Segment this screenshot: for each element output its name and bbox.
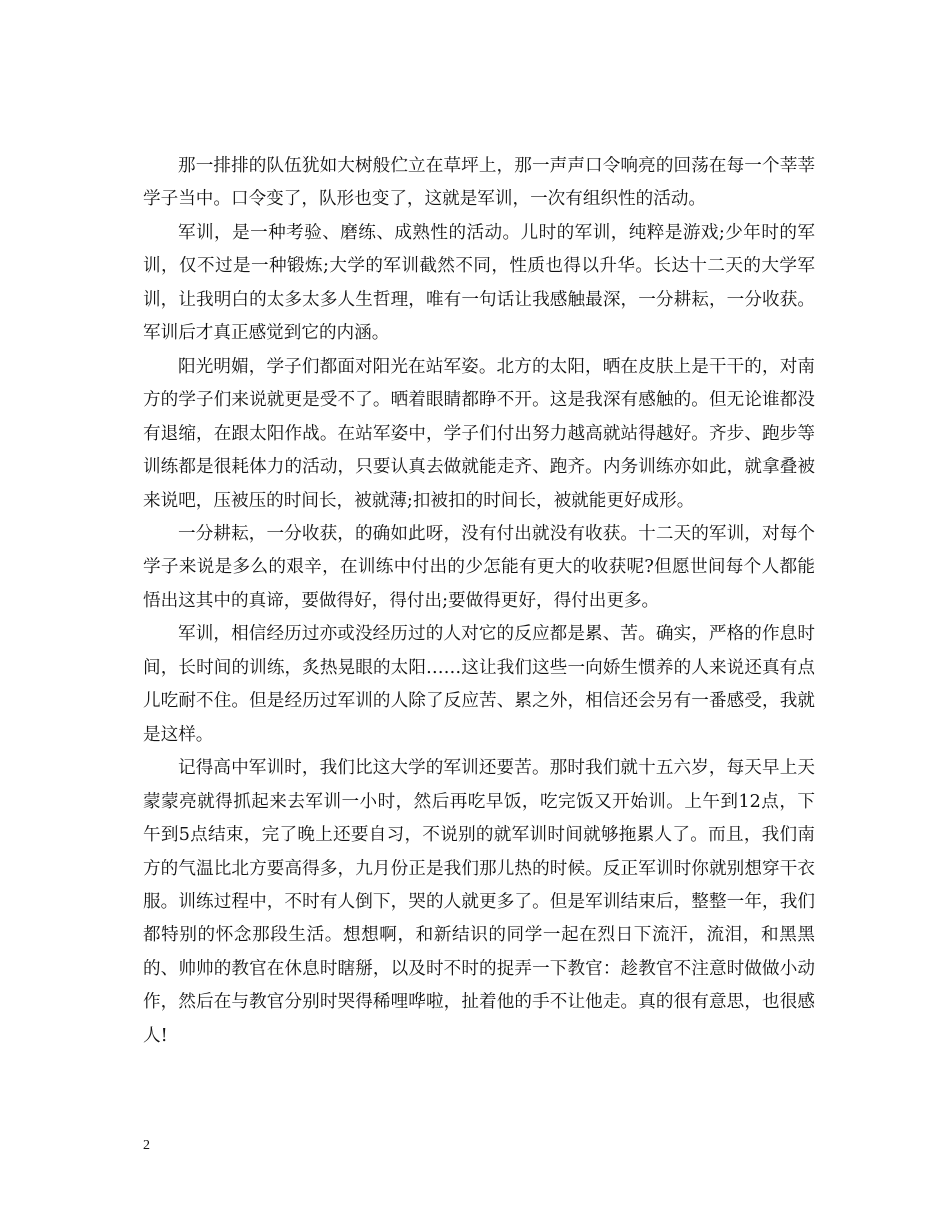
- paragraph-1: 那一排排的队伍犹如大树般伫立在草坪上，那一声声口令响亮的回荡在每一个莘莘学子当中。口令变了，队形也变了，这就是军训，一次有组织性的活动。: [143, 156, 815, 210]
- page-number: 2: [143, 1138, 150, 1153]
- paragraph-5: 军训，相信经历过亦或没经历过的人对它的反应都是累、苦。确实，严格的作息时间，长时间的训练，炙热晃眼的太阳……这让我们这些一向娇生惯养的人来说还真有点儿吃耐不住。但是经历过军训的人除了反应苦、累之外，相信还会另有一番感受，我就是这样。: [143, 624, 815, 745]
- paragraph-2: 军训，是一种考验、磨练、成熟性的活动。儿时的军训，纯粹是游戏;少年时的军训，仅不过是一种锻炼;大学的军训截然不同，性质也得以升华。长达十二天的大学军训，让我明白的太多太多人生哲理，唯有一句话让我感触最深，一分耕耘，一分收获。军训后才真正感觉到它的内涵。: [143, 222, 815, 344]
- paragraph-4: 一分耕耘，一分收获，的确如此呀，没有付出就没有收获。十二天的军训，对每个学子来说是多么的艰辛，在训练中付出的少怎能有更大的收获呢?但愿世间每个人都能悟出这其中的真谛，要做得好，得付出;要做得更好，得付出更多。: [143, 523, 815, 611]
- document-body: [143, 150, 815, 1053]
- paragraph-3: 阳光明媚，学子们都面对阳光在站军姿。北方的太阳，晒在皮肤上是干干的，对南方的学子们来说就更是受不了。晒着眼睛都睁不开。这是我深有感触的。但无论谁都没有退缩，在跟太阳作战。在站军姿中，学子们付出努力越高就站得越好。齐步、跑步等训练都是很耗体力的活动，只要认真去做就能走齐、跑齐。内务训练亦如此，就拿叠被来说吧，压被压的时间长，被就薄;扣被扣的时间长，被就能更好成形。: [143, 356, 815, 511]
- paragraph-6: 记得高中军训时，我们比这大学的军训还要苦。那时我们就十五六岁，每天早上天蒙蒙亮就得抓起来去军训一小时，然后再吃早饭，吃完饭又开始训。上午到12点，下午到5点结束，完了晚上还要自习，不说别的就军训时间就够拖累人了。而且，我们南方的气温比北方要高得多，九月份正是我们那儿热的时候。反正军训时你就别想穿干衣服。训练过程中，不时有人倒下，哭的人就更多了。但是军训结束后，整整一年，我们都特别的怀念那段生活。想想啊，和新结识的同学一起在烈日下流汗，流泪，和黑黑的、帅帅的教官在休息时瞎掰，以及时不时的捉弄一下教官：趁教官不注意时做做小动作，然后在与教官分别时哭得稀哩哗啦，扯着他的手不让他走。真的很有意思，也很感人!: [143, 758, 815, 1046]
